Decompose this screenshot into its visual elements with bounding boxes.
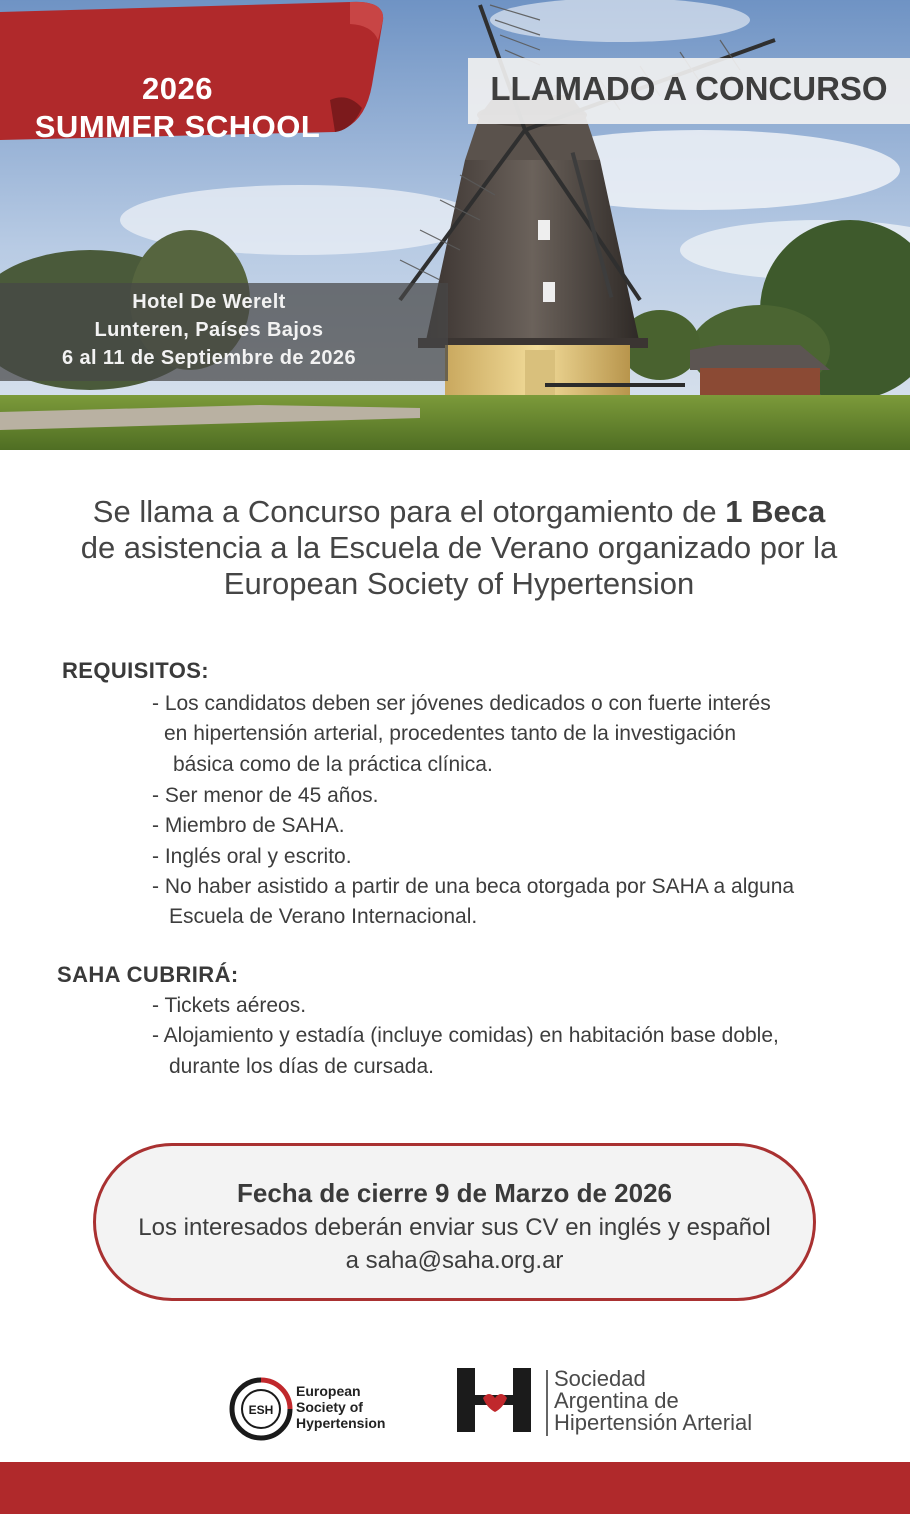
deadline-box	[93, 1143, 816, 1301]
call-title: LLAMADO A CONCURSO	[490, 70, 888, 107]
saha-name-line: Sociedad	[554, 1366, 646, 1391]
cubrira-line: - Tickets aéreos.	[152, 994, 307, 1017]
deadline-text: Fecha de cierre 9 de Marzo de 2026	[237, 1178, 672, 1208]
intro-line-1-text: Se llama a Concurso para el otorgamiento de	[92, 494, 726, 529]
requisito-line: básica como de la práctica clínica.	[173, 753, 493, 776]
requisito-line: - Miembro de SAHA.	[152, 814, 345, 837]
banner-year: 2026	[142, 71, 213, 106]
call-title-box	[468, 58, 910, 124]
esh-name-line: Hypertension	[296, 1415, 386, 1431]
esh-name-line: European	[296, 1383, 361, 1399]
requisito-line: - Ser menor de 45 años.	[152, 784, 379, 807]
intro-line-2: de asistencia a la Escuela de Verano organizado por la	[80, 530, 838, 565]
cubrira-line: durante los días de cursada.	[169, 1055, 435, 1078]
requisito-line: en hipertensión arterial, procedentes tanto de la investigación	[164, 722, 737, 745]
cubrira-line: - Alojamiento y estadía (incluye comidas) en habitación base doble,	[152, 1024, 779, 1047]
footer-bar	[0, 1462, 910, 1514]
saha-logo-icon	[453, 1368, 541, 1434]
intro-line-3: European Society of Hypertension	[223, 566, 695, 601]
saha-name-line: Hipertensión Arterial	[554, 1410, 753, 1435]
esh-name	[296, 1383, 385, 1431]
venue-info-box	[0, 283, 448, 381]
submission-instructions: Los interesados deberán enviar sus CV en inglés y español	[138, 1214, 771, 1241]
venue-hotel: Hotel De Werelt	[132, 291, 286, 313]
saha-logo-divider	[546, 1370, 548, 1436]
requisito-line: - Inglés oral y escrito.	[152, 845, 352, 868]
venue-dates: 6 al 11 de Septiembre de 2026	[62, 347, 356, 369]
cubrira-heading: SAHA CUBRIRÁ:	[57, 962, 239, 987]
venue-location: Lunteren, Países Bajos	[94, 319, 324, 341]
esh-name-line: Society of	[296, 1399, 363, 1415]
requisito-line: - No haber asistido a partir de una beca otorgada por SAHA a alguna	[152, 875, 795, 898]
requisito-line: Escuela de Verano Internacional.	[169, 905, 478, 928]
hero-image	[0, 0, 910, 450]
requisitos-heading: REQUISITOS:	[62, 658, 210, 683]
requisito-line: - Los candidatos deben ser jóvenes dedicados o con fuerte interés	[152, 692, 771, 715]
saha-name-line: Argentina de	[554, 1388, 679, 1413]
intro-line-1	[30, 494, 888, 530]
banner-subtitle: SUMMER SCHOOL	[34, 109, 321, 144]
summer-school-title	[0, 70, 355, 146]
saha-name	[554, 1368, 752, 1434]
intro-scholarship-count: 1 Beca	[725, 494, 826, 529]
esh-logo-abbrev: ESH	[248, 1403, 274, 1417]
contact-email: a saha@saha.org.ar	[345, 1247, 564, 1274]
esh-logo-icon	[228, 1376, 294, 1442]
intro-paragraph	[30, 494, 888, 602]
